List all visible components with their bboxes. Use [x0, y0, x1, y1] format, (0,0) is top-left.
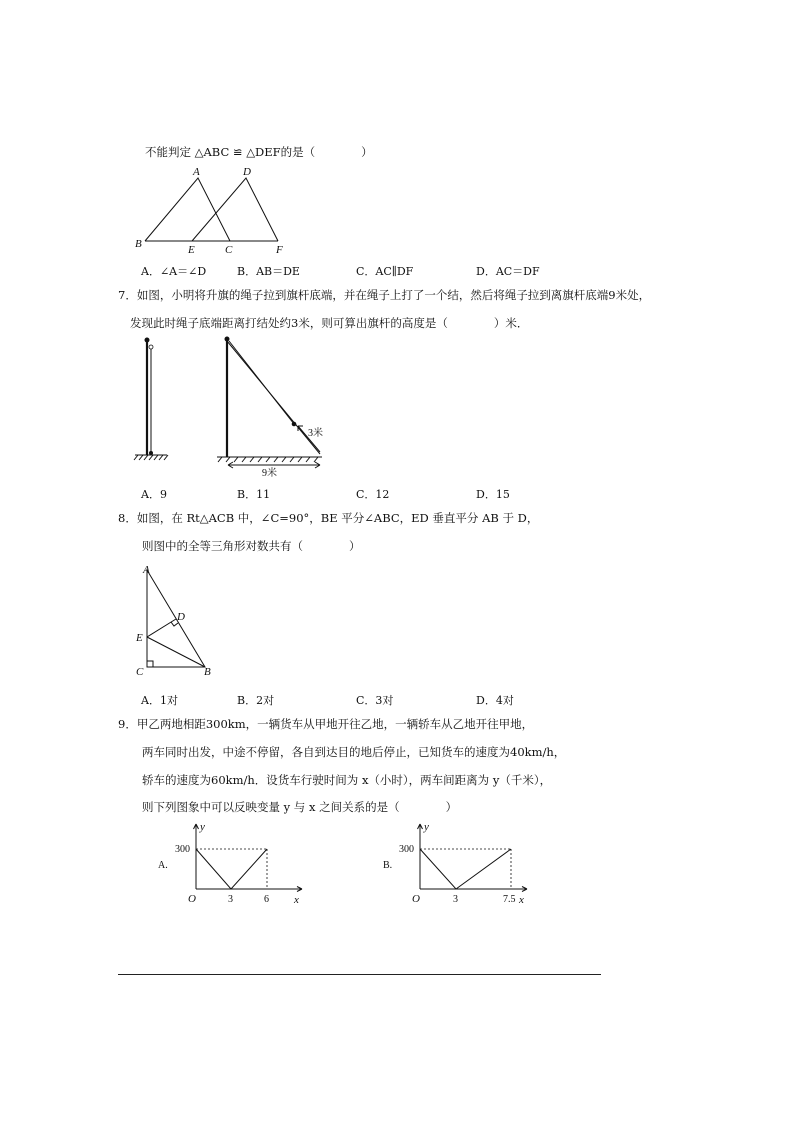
q9-graph-a-polyline	[196, 849, 267, 889]
q6-label-c: C	[225, 244, 233, 256]
q8-segment-ed	[147, 619, 176, 637]
q7-knot-dot	[292, 422, 297, 427]
q8-label-a: A	[143, 564, 150, 576]
page-footer-rule	[118, 974, 601, 975]
q9-graph-a-x-tick-3: 3	[228, 894, 233, 905]
q8-label-e: E	[136, 632, 143, 644]
q6-label-b: B	[135, 238, 142, 250]
q9-graph-a-x-tick-6: 6	[264, 894, 269, 905]
q9-graph-a-y-tick-300: 300	[175, 844, 190, 855]
q9-graph-a-x-label: x	[294, 894, 299, 906]
q8-option-c[interactable]: C．3对	[356, 694, 394, 707]
q9-graph-b-x-tick-3: 3	[453, 894, 458, 905]
q8-stem-line2: 则图中的全等三角形对数共有（ ）	[142, 539, 361, 553]
q6-stem: 不能判定 △ABC ≌ △DEF的是（ ）	[145, 145, 373, 159]
q9-graph-b-y-label: y	[424, 821, 429, 833]
q8-option-a[interactable]: A．1对	[141, 694, 178, 707]
q9-graph-a-y-label: y	[200, 821, 205, 833]
q7-label-3m: 3米	[308, 428, 323, 439]
q7-right-ground-hatch	[218, 457, 318, 462]
q7-stem-line1: 7．如图，小明将升旗的绳子拉到旗杆底端，并在绳子上打了一个结，然后将绳子拉到离旗杆底端9米处，	[118, 288, 651, 302]
q9-graph-a-origin: O	[188, 893, 196, 905]
q8-figure-right-triangle	[134, 562, 224, 680]
q9-graph-b-x-label: x	[519, 894, 524, 906]
q7-option-b[interactable]: B．11	[237, 488, 271, 501]
q9-stem-line3: 轿车的速度为60km/h．设货车行驶时间为 x（小时），两车间距离为 y（千米），	[142, 773, 552, 787]
q7-stem-line2: 发现此时绳子底端距离打结处约3米，则可算出旗杆的高度是（ ）米．	[130, 316, 529, 330]
q9-graph-b[interactable]	[380, 820, 540, 910]
q7-figure-flagpole	[130, 333, 335, 478]
q9-graph-b-y-tick-300: 300	[399, 844, 414, 855]
q7-right-pole-top	[225, 337, 230, 342]
q9-graph-b-x-tick-7-5: 7.5	[503, 894, 516, 905]
q7-label-9m: 9米	[262, 468, 277, 479]
q9-graph-b-origin: O	[412, 893, 420, 905]
q6-figure-triangles	[130, 165, 290, 255]
q6-option-a[interactable]: A．∠A＝∠D	[141, 265, 207, 278]
q8-label-c: C	[136, 666, 144, 678]
q9-graph-a-option: A.	[158, 860, 168, 871]
q8-option-b[interactable]: B．2对	[237, 694, 275, 707]
q8-right-angle-c	[147, 661, 153, 667]
q6-option-d[interactable]: D．AC＝DF	[476, 265, 540, 278]
q7-option-a[interactable]: A．9	[141, 488, 167, 501]
q9-graph-b-option: B.	[383, 860, 393, 871]
q7-option-d[interactable]: D．15	[476, 488, 510, 501]
q8-label-b: B	[204, 666, 211, 678]
q6-label-a: A	[193, 166, 200, 178]
q8-option-d[interactable]: D．4对	[476, 694, 514, 707]
q7-left-pole-top	[145, 338, 150, 343]
q9-graph-b-polyline	[420, 849, 511, 889]
q9-stem-line1: 9．甲乙两地相距300km，一辆货车从甲地开往乙地，一辆轿车从乙地开往甲地，	[118, 717, 534, 731]
q7-rope-end-left	[149, 451, 153, 455]
q7-option-c[interactable]: C．12	[356, 488, 390, 501]
q9-graph-a[interactable]	[155, 820, 315, 910]
q6-option-c[interactable]: C．AC∥DF	[356, 265, 414, 278]
q6-label-f: F	[276, 244, 283, 256]
q6-label-e: E	[188, 244, 195, 256]
q6-label-d: D	[243, 166, 251, 178]
q7-left-ground-hatch	[134, 455, 168, 460]
q7-knot-icon	[149, 345, 153, 349]
q8-stem-line1: 8．如图，在 Rt△ACB 中，∠C=90°，BE 平分∠ABC，ED 垂直平分 AB 于 D，	[118, 511, 539, 525]
q6-triangle-def-sides	[192, 178, 278, 241]
q6-option-b[interactable]: B．AB＝DE	[237, 265, 300, 278]
q9-stem-line4: 则下列图象中可以反映变量 y 与 x 之间关系的是（ ）	[142, 800, 458, 814]
q7-rope-to-knot	[229, 341, 294, 424]
q8-label-d: D	[177, 611, 185, 623]
q6-triangle-abc-sides	[145, 178, 230, 241]
q9-stem-line2: 两车同时出发，中途不停留，各自到达目的地后停止，已知货车的速度为40km/h，	[142, 745, 566, 759]
